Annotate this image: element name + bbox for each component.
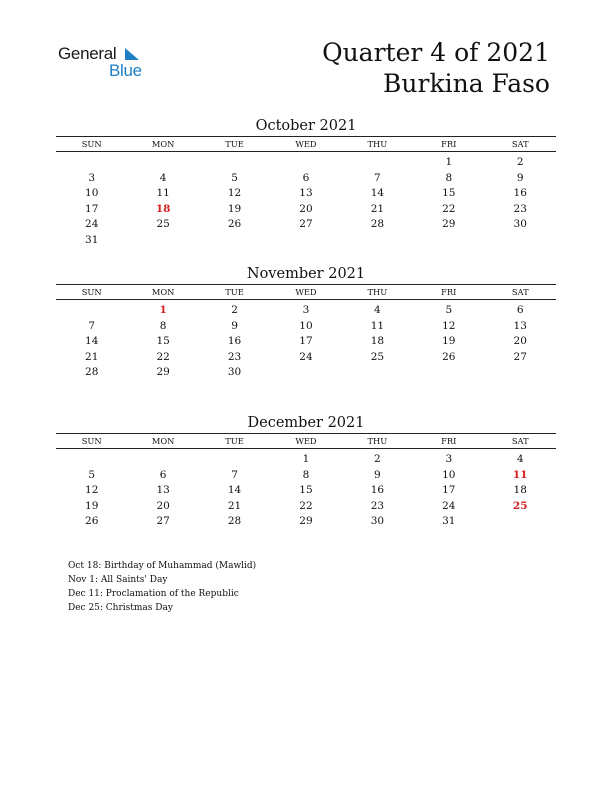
week-row <box>56 365 556 381</box>
day-cell: 21 <box>85 350 99 363</box>
quarter-title: Quarter 4 of 2021 <box>322 38 550 67</box>
day-cell: 16 <box>370 484 385 497</box>
day-cell: 11 <box>370 319 385 332</box>
day-cell: 22 <box>156 350 170 363</box>
empty-day-cell <box>485 233 556 249</box>
day-cell: 20 <box>156 499 170 512</box>
week-row <box>56 452 556 468</box>
month-december <box>56 413 556 530</box>
day-cell: 15 <box>299 484 313 497</box>
empty-day-cell <box>199 155 270 171</box>
day-cell: 13 <box>156 484 170 497</box>
day-cell: 2 <box>231 304 238 316</box>
weekday-label: THU <box>367 436 388 446</box>
day-cell: 23 <box>370 499 385 512</box>
weekday-label: SUN <box>81 436 102 446</box>
weekday-label: TUE <box>225 139 244 149</box>
weekday-label: MON <box>151 287 175 297</box>
day-cell: 17 <box>85 202 99 215</box>
empty-day-cell <box>127 233 198 249</box>
month-november <box>56 264 556 381</box>
weekday-label: MON <box>151 436 175 446</box>
day-cell: 20 <box>513 335 527 348</box>
day-cell: 27 <box>513 350 527 363</box>
day-cell: 1 <box>445 156 453 168</box>
empty-day-cell <box>56 155 127 171</box>
week-row <box>56 334 556 350</box>
day-cell: 25 <box>156 218 170 231</box>
day-cell: 21 <box>370 202 385 215</box>
day-cell: 25 <box>370 350 385 363</box>
day-cell: 24 <box>442 499 456 512</box>
week-row <box>56 319 556 335</box>
holiday-note: Dec 11: Proclamation of the Republic <box>68 589 239 599</box>
day-cell: 18 <box>513 484 527 497</box>
weekday-label: FRI <box>441 287 457 297</box>
month-title: October 2021 <box>255 118 357 134</box>
week-row <box>56 155 556 171</box>
empty-day-cell <box>413 365 484 381</box>
empty-day-cell <box>199 233 270 249</box>
day-cell: 30 <box>227 366 242 379</box>
day-cell: 21 <box>227 499 242 512</box>
day-cell: 20 <box>299 202 313 215</box>
day-cell: 8 <box>445 171 453 184</box>
empty-day-cell <box>127 452 198 468</box>
day-cell: 24 <box>85 218 99 231</box>
weekday-header-row <box>56 137 556 152</box>
day-cell: 7 <box>231 468 238 481</box>
page-title <box>322 37 550 99</box>
calendar-grid <box>56 136 556 249</box>
day-cell: 23 <box>513 202 527 215</box>
day-cell: 10 <box>299 319 313 332</box>
weekday-label: SAT <box>511 139 529 149</box>
weekday-header-row <box>56 285 556 300</box>
empty-day-cell <box>56 452 127 468</box>
day-cell: 9 <box>231 319 238 332</box>
country-title: Burkina Faso <box>383 69 550 98</box>
day-cell: 12 <box>227 187 242 200</box>
day-cell: 4 <box>159 171 167 184</box>
week-row <box>56 217 556 233</box>
day-cell: 19 <box>227 202 242 215</box>
day-cell: 3 <box>302 304 310 316</box>
week-row <box>56 233 556 249</box>
day-cell: 8 <box>302 468 310 481</box>
weekday-label: TUE <box>225 436 244 446</box>
week-row <box>56 468 556 484</box>
day-cell: 24 <box>299 350 313 363</box>
day-cell: 5 <box>88 468 96 481</box>
weekday-label: WED <box>295 436 317 446</box>
weekday-label: THU <box>367 287 388 297</box>
holiday-note: Nov 1: All Saints' Day <box>68 575 168 585</box>
calendar-grid <box>56 433 556 530</box>
day-cell: 28 <box>85 366 99 379</box>
day-cell: 1 <box>302 453 310 465</box>
day-cell: 26 <box>85 515 99 528</box>
week-row <box>56 350 556 366</box>
day-cell: 23 <box>227 350 242 363</box>
logo-text-general: General <box>58 44 117 63</box>
weekday-label: WED <box>295 139 317 149</box>
weekday-label: THU <box>367 139 388 149</box>
day-cell: 9 <box>516 171 524 184</box>
weekday-label: WED <box>295 287 317 297</box>
week-row <box>56 499 556 515</box>
day-cell: 17 <box>442 484 456 497</box>
day-cell: 29 <box>156 366 170 379</box>
empty-day-cell <box>413 233 484 249</box>
day-cell: 19 <box>85 499 99 512</box>
day-cell: 6 <box>159 468 167 481</box>
day-cell: 26 <box>227 218 242 231</box>
day-cell: 8 <box>159 319 167 332</box>
day-cell: 30 <box>513 218 527 231</box>
month-title: December 2021 <box>247 415 365 431</box>
day-cell: 31 <box>442 515 456 528</box>
day-cell: 7 <box>374 171 381 184</box>
day-cell: 26 <box>442 350 456 363</box>
weekday-label: TUE <box>225 287 244 297</box>
day-cell: 14 <box>370 187 385 200</box>
day-cell: 28 <box>370 218 385 231</box>
empty-day-cell <box>342 365 413 381</box>
day-cell: 3 <box>445 453 453 465</box>
holiday-day-cell: 25 <box>512 499 528 512</box>
day-cell: 18 <box>370 335 385 348</box>
weekday-label: SAT <box>511 436 529 446</box>
day-cell: 22 <box>442 202 456 215</box>
empty-day-cell <box>270 233 341 249</box>
week-row <box>56 303 556 319</box>
holiday-note: Oct 18: Birthday of Muhammad (Mawlid) <box>68 561 257 571</box>
day-cell: 17 <box>299 335 313 348</box>
empty-day-cell <box>485 514 556 530</box>
day-cell: 13 <box>299 187 313 200</box>
day-cell: 29 <box>299 515 313 528</box>
holiday-day-cell: 18 <box>155 202 171 215</box>
day-cell: 19 <box>442 335 456 348</box>
day-cell: 31 <box>85 233 99 246</box>
day-cell: 11 <box>156 187 170 200</box>
week-row <box>56 202 556 218</box>
empty-day-cell <box>342 233 413 249</box>
day-cell: 16 <box>513 187 527 200</box>
day-cell: 14 <box>85 335 99 348</box>
day-cell: 5 <box>231 171 238 184</box>
day-cell: 2 <box>374 453 381 465</box>
day-cell: 15 <box>156 335 170 348</box>
day-cell: 12 <box>442 319 456 332</box>
empty-day-cell <box>56 303 127 319</box>
day-cell: 10 <box>442 468 456 481</box>
day-cell: 27 <box>156 515 170 528</box>
day-cell: 4 <box>374 304 381 316</box>
day-cell: 3 <box>88 171 96 184</box>
day-cell: 29 <box>442 218 456 231</box>
empty-day-cell <box>199 452 270 468</box>
calendar-grid <box>56 284 556 381</box>
holiday-day-cell: 1 <box>159 304 167 316</box>
weekday-label: MON <box>151 139 175 149</box>
week-row <box>56 186 556 202</box>
weekday-header-row <box>56 434 556 449</box>
day-cell: 22 <box>299 499 313 512</box>
week-row <box>56 171 556 187</box>
empty-day-cell <box>485 365 556 381</box>
weekday-label: SUN <box>81 287 102 297</box>
day-cell: 16 <box>227 335 242 348</box>
weekday-label: SAT <box>511 287 529 297</box>
week-row <box>56 483 556 499</box>
empty-day-cell <box>270 155 341 171</box>
empty-day-cell <box>270 365 341 381</box>
day-cell: 28 <box>227 515 242 528</box>
day-cell: 6 <box>516 304 524 316</box>
logo-text-blue: Blue <box>109 61 142 80</box>
general-blue-logo <box>58 44 158 80</box>
day-cell: 10 <box>85 187 99 200</box>
day-cell: 7 <box>88 319 96 332</box>
day-cell: 5 <box>445 304 453 316</box>
logo-triangle-icon <box>125 48 139 60</box>
holiday-notes <box>68 559 256 615</box>
day-cell: 15 <box>442 187 456 200</box>
day-cell: 6 <box>302 171 310 184</box>
day-cell: 12 <box>85 484 99 497</box>
week-row <box>56 514 556 530</box>
empty-day-cell <box>342 155 413 171</box>
day-cell: 14 <box>227 484 242 497</box>
day-cell: 4 <box>516 453 524 465</box>
day-cell: 30 <box>370 515 385 528</box>
day-cell: 2 <box>516 156 524 168</box>
month-october <box>56 116 556 249</box>
day-cell: 9 <box>374 468 381 481</box>
holiday-note: Dec 25: Christmas Day <box>68 603 173 613</box>
weekday-label: SUN <box>81 139 102 149</box>
day-cell: 13 <box>513 319 527 332</box>
weekday-label: FRI <box>441 436 457 446</box>
month-title: November 2021 <box>246 266 366 282</box>
weekday-label: FRI <box>441 139 457 149</box>
holiday-day-cell: 11 <box>512 468 528 481</box>
day-cell: 27 <box>299 218 313 231</box>
empty-day-cell <box>127 155 198 171</box>
